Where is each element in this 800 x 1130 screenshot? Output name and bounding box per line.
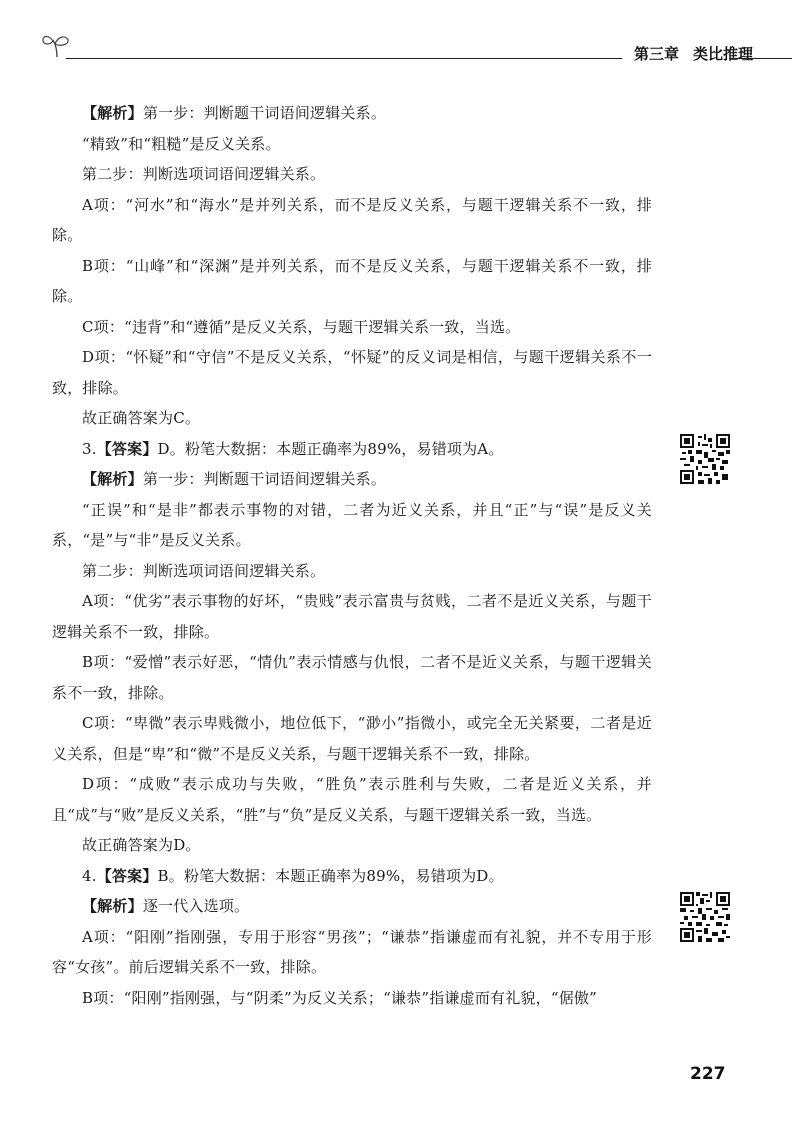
page-content <box>52 98 652 1013</box>
q4-analysis-method: 【解析】逐一代入选项。 <box>82 897 250 915</box>
page-number: 227 <box>690 1064 726 1084</box>
q4-option-a: A项：“阳刚”指刚强，专用于形容“男孩”；“谦恭”指谦虚而有礼貌，并不专用于形容“女孩”。前后逻辑关系不一致，排除。 <box>52 927 652 976</box>
q3-option-a: A项：“优劣”表示事物的好坏，“贵贱”表示富贵与贫贱，二者不是近义关系，与题干逻辑关系不一致，排除。 <box>52 592 652 641</box>
qr-code-q3[interactable] <box>680 434 730 484</box>
q2-option-b: B项：“山峰”和“深渊”是并列关系，而不是反义关系，与题干逻辑关系不一致，排除。 <box>52 256 652 305</box>
q2-step2: 第二步：判断选项词语间逻辑关系。 <box>82 165 326 183</box>
chapter-title <box>634 43 753 64</box>
q2-stem-relation: “精致”和“粗糙”是反义关系。 <box>82 134 281 153</box>
q2-option-d: D项：“怀疑”和“守信”不是反义关系，“怀疑”的反义词是相信，与题干逻辑关系不一致，排除。 <box>52 348 652 397</box>
q2-analysis-step1: 【解析】第一步：判断题干词语间逻辑关系。 <box>82 104 387 122</box>
section-label: 类比推理 <box>693 45 754 63</box>
q4-answer: 4.【答案】B。粉笔大数据：本题正确率为89%，易错项为D。 <box>82 866 504 885</box>
q2-conclusion: 故正确答案为C。 <box>82 409 201 427</box>
q2-option-a: A项：“河水”和“海水”是并列关系，而不是反义关系，与题干逻辑关系不一致，排除。 <box>52 195 652 244</box>
qr-code-q4[interactable] <box>680 892 730 942</box>
q3-analysis-step1: 【解析】第一步：判断题干词语间逻辑关系。 <box>82 470 387 488</box>
q3-option-b: B项：“爱憎”表示好恶，“情仇”表示情感与仇恨，二者不是近义关系，与题干逻辑关系不一致，排除。 <box>52 653 652 702</box>
q3-option-c: C项：“卑微”表示卑贱微小，地位低下，“渺小”指微小，或完全无关紧要，二者是近义关系，但是“卑”和“微”不是反义关系，与题干逻辑关系不一致，排除。 <box>52 714 652 763</box>
chapter-label: 第三章 <box>634 45 680 63</box>
q3-option-d: D项：“成败”表示成功与失败，“胜负”表示胜利与失败，二者是近义关系，并且“成”与“败”是反义关系，“胜”与“负”是反义关系，与题干逻辑关系一致，当选。 <box>52 775 652 824</box>
q4-option-b: B项：“阳刚”指刚强，与“阴柔”为反义关系；“谦恭”指谦虚而有礼貌，“倨傲” <box>82 988 597 1007</box>
header-rule-right <box>730 58 792 59</box>
running-header <box>40 30 792 66</box>
q3-answer: 3.【答案】D。粉笔大数据：本题正确率为89%，易错项为A。 <box>82 439 504 458</box>
q2-option-c: C项：“违背”和“遵循”是反义关系，与题干逻辑关系一致，当选。 <box>82 317 521 336</box>
q3-step2: 第二步：判断选项词语间逻辑关系。 <box>82 561 326 580</box>
header-rule-left <box>66 58 622 59</box>
sprout-icon <box>40 32 74 58</box>
q3-conclusion: 故正确答案为D。 <box>82 836 201 854</box>
q3-stem-relation: “正误”和“是非”都表示事物的对错，二者为近义关系，并且“正”与“误”是反义关系，“是”与“非”是反义关系。 <box>52 500 652 549</box>
